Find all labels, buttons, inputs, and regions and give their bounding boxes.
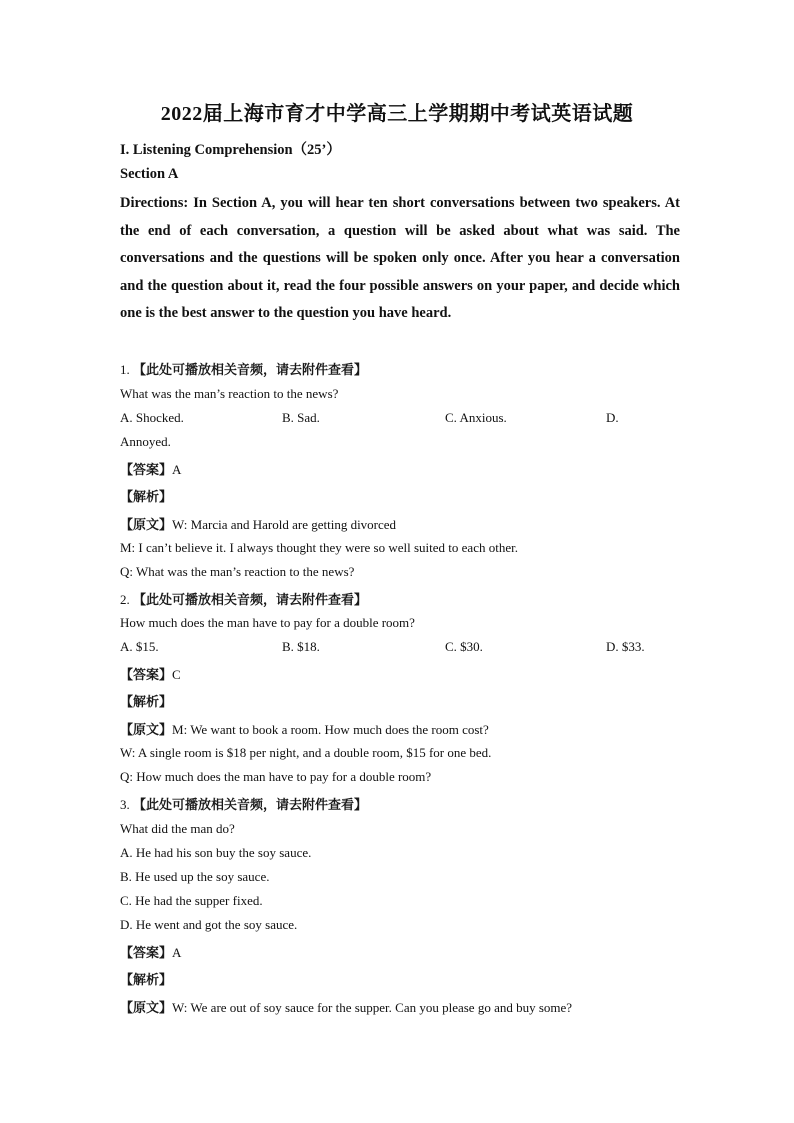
section-heading: I. Listening Comprehension（25’）: [120, 142, 341, 158]
question-1-option-b: B. Sad.: [282, 410, 320, 425]
question-1-option-d: D.: [606, 410, 619, 425]
question-1-answer: [120, 459, 181, 478]
section-a-heading: Section A: [120, 166, 179, 182]
question-2-option-a: A. $15.: [120, 639, 159, 654]
original-label: 【原文】: [120, 722, 173, 737]
audio-note: 【此处可播放相关音频，请去附件查看】: [133, 362, 368, 377]
question-2-option-b: B. $18.: [282, 639, 320, 654]
question-3-text: What did the man do?: [120, 821, 235, 836]
question-2-option-c: C. $30.: [445, 639, 483, 654]
question-2-analysis-label: 【解析】: [120, 694, 173, 709]
question-3-option-a: A. He had his son buy the soy sauce.: [120, 845, 312, 860]
original-text: M: We want to book a room. How much does the room cost?: [172, 722, 489, 737]
answer-label: 【答案】: [120, 462, 173, 477]
question-1-header: [120, 359, 367, 378]
question-3-option-c: C. He had the supper fixed.: [120, 893, 263, 908]
question-1-option-c: C. Anxious.: [445, 410, 507, 425]
question-number: 1.: [120, 362, 130, 377]
question-number: 2.: [120, 592, 130, 607]
audio-note: 【此处可播放相关音频，请去附件查看】: [133, 797, 368, 812]
question-number: 3.: [120, 797, 130, 812]
question-2-transcript-line: Q: How much does the man have to pay for a double room?: [120, 769, 432, 784]
question-1-transcript-line: Q: What was the man’s reaction to the news?: [120, 564, 355, 579]
question-1-option-a: A. Shocked.: [120, 410, 184, 425]
question-3-analysis-label: 【解析】: [120, 972, 173, 987]
question-3-option-d: D. He went and got the soy sauce.: [120, 917, 298, 932]
question-1-original: [120, 514, 396, 533]
question-3-answer: [120, 942, 181, 961]
question-1-transcript-line: M: I can’t believe it. I always thought they were so well suited to each other.: [120, 540, 518, 555]
question-2-option-d: D. $33.: [606, 639, 645, 654]
directions-paragraph: Directions: In Section A, you will hear ten short conversations between two speakers. At the end of each conversation, a question will be asked about what was said. The conversations and the questions will be spoken only once. After you hear a conversation and the question about it, read the four possible answers on your paper, and decide which one is the best answer to the question you have heard.: [120, 195, 680, 322]
answer-value: A: [172, 945, 182, 960]
answer-label: 【答案】: [120, 945, 173, 960]
question-1-analysis-label: 【解析】: [120, 489, 173, 504]
answer-label: 【答案】: [120, 667, 173, 682]
question-1-text: What was the man’s reaction to the news?: [120, 386, 339, 401]
answer-value: A: [172, 462, 182, 477]
question-2-original: [120, 719, 489, 738]
question-2-answer: [120, 664, 181, 683]
question-2-text: How much does the man have to pay for a double room?: [120, 615, 415, 630]
original-text: W: Marcia and Harold are getting divorced: [172, 517, 397, 532]
original-text: W: We are out of soy sauce for the supper. Can you please go and buy some?: [172, 1000, 573, 1015]
question-3-header: [120, 794, 367, 813]
audio-note: 【此处可播放相关音频，请去附件查看】: [133, 592, 368, 607]
question-1-option-d-wrap: Annoyed.: [120, 434, 171, 449]
answer-value: C: [172, 667, 181, 682]
question-2-header: [120, 589, 367, 608]
page-title: 2022届上海市育才中学高三上学期期中考试英语试题: [160, 103, 634, 125]
question-3-option-b: B. He used up the soy sauce.: [120, 869, 270, 884]
original-label: 【原文】: [120, 517, 173, 532]
question-2-transcript-line: W: A single room is $18 per night, and a double room, $15 for one bed.: [120, 745, 492, 760]
question-3-original: [120, 997, 572, 1016]
original-label: 【原文】: [120, 1000, 173, 1015]
